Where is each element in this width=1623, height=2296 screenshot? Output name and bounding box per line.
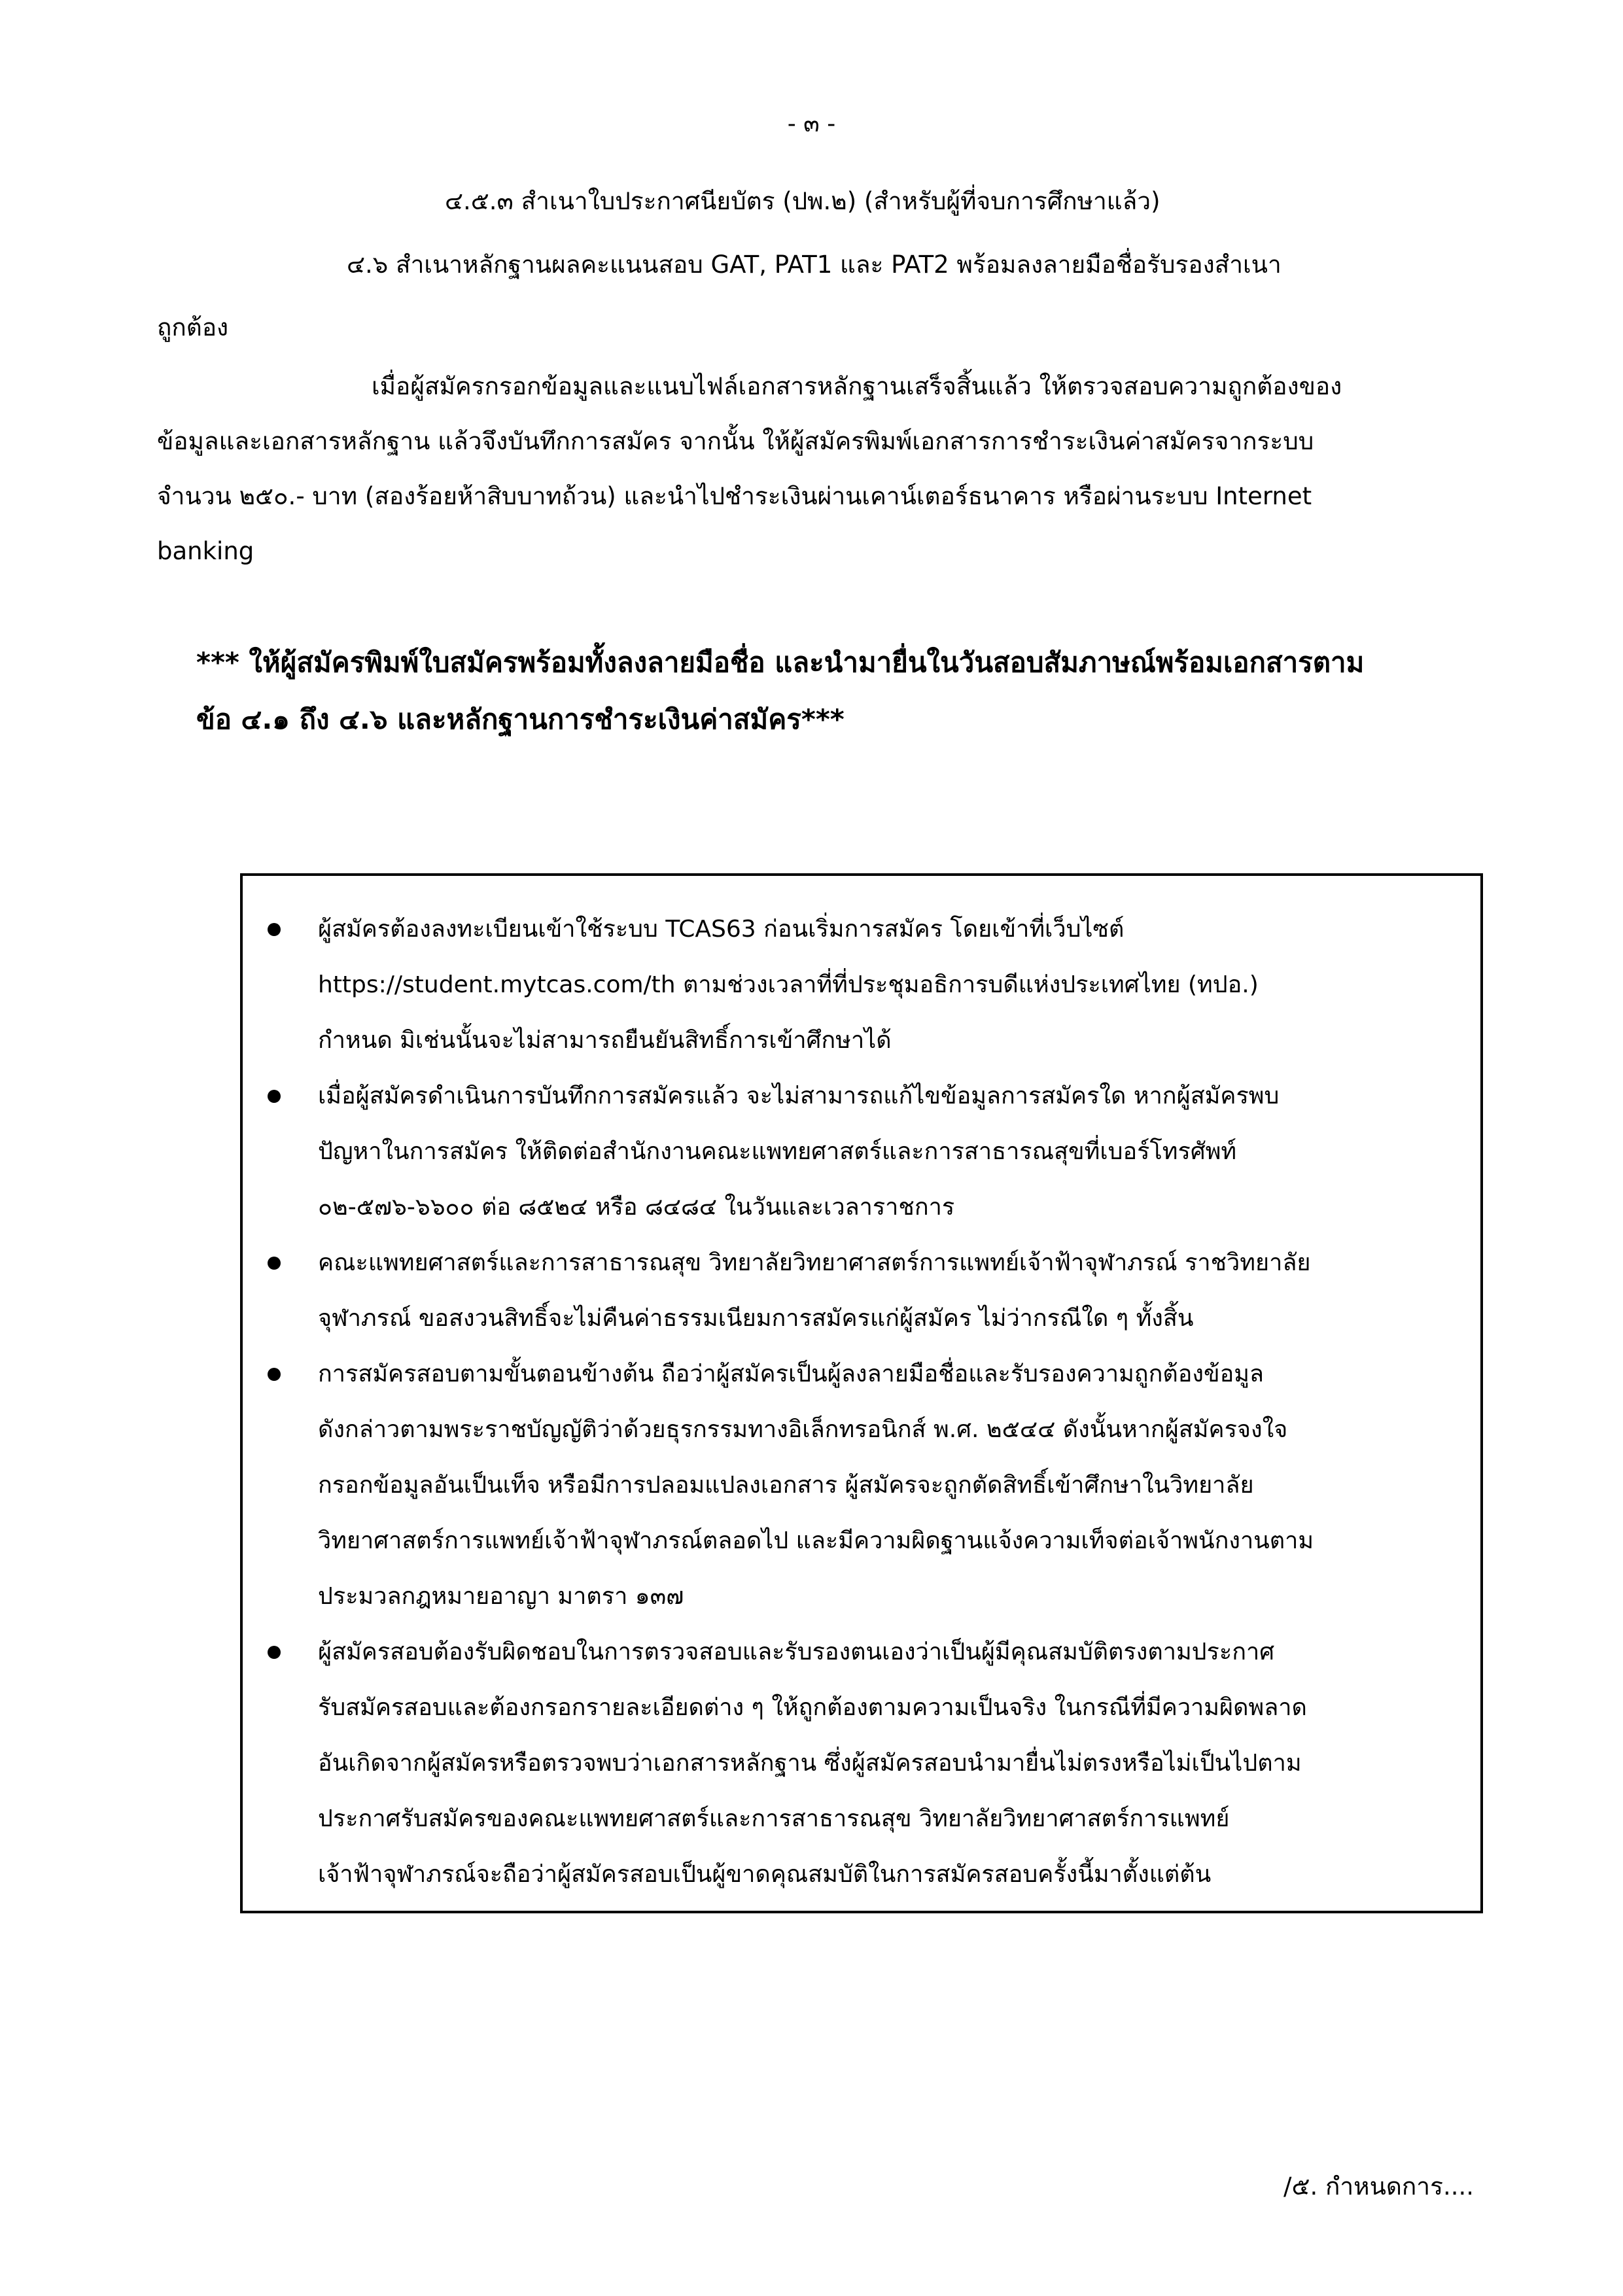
- notice-3-line-2: จุฬาภรณ์ ขอสงวนสิทธิ์จะไม่คืนค่าธรรมเนียมการสมัครแก่ผู้สมัคร ไม่ว่ากรณีใด ๆ ทั้งสิ้น: [318, 1305, 1194, 1332]
- item-4-6-line-1: ๔.๖ สำเนาหลักฐานผลคะแนนสอบ GAT, PAT1 และ PAT2 พร้อมลงลายมือชื่อรับรองสำเนา: [347, 251, 1282, 279]
- bullet-icon: [268, 1257, 281, 1270]
- notice-5-line-2: รับสมัครสอบและต้องกรอกรายละเอียดต่าง ๆ ให้ถูกต้องตามความเป็นจริง ในกรณีที่มีความผิดพลาด: [318, 1694, 1307, 1721]
- notice-1-line-3: กำหนด มิเช่นนั้นจะไม่สามารถยืนยันสิทธิ์การเข้าศึกษาได้: [318, 1027, 892, 1054]
- notice-4-line-5: ประมวลกฎหมายอาญา มาตรา ๑๓๗: [318, 1583, 684, 1610]
- bullet-icon: [268, 923, 281, 936]
- notice-2-line-2: ปัญหาในการสมัคร ให้ติดต่อสำนักงานคณะแพทยศาสตร์และการสาธารณสุขที่เบอร์โทรศัพท์: [318, 1138, 1237, 1165]
- notice-2-line-3: ๐๒-๕๗๖-๖๖๐๐ ต่อ ๘๕๒๔ หรือ ๘๔๘๔ ในวันและเวลาราชการ: [318, 1194, 955, 1221]
- notice-3-line-1: คณะแพทยศาสตร์และการสาธารณสุข วิทยาลัยวิทยาศาสตร์การแพทย์เจ้าฟ้าจุฬาภรณ์ ราชวิทยาลัย: [318, 1249, 1311, 1276]
- notice-box: [240, 873, 1483, 1913]
- page-number: - ๓ -: [787, 111, 836, 137]
- notice-4-line-1: การสมัครสอบตามขั้นตอนข้างต้น ถือว่าผู้สมัครเป็นผู้ลงลายมือชื่อและรับรองความถูกต้องข้อมูล: [318, 1361, 1264, 1387]
- paragraph-line-2: ข้อมูลและเอกสารหลักฐาน แล้วจึงบันทึกการสมัคร จากนั้น ให้ผู้สมัครพิมพ์เอกสารการชำระเงินค่าสมัครจากระบบ: [157, 427, 1314, 455]
- emphasis-line-2: ข้อ ๔.๑ ถึง ๔.๖ และหลักฐานการชำระเงินค่าสมัคร***: [196, 703, 845, 735]
- item-4-5-3: ๔.๕.๓ สำเนาใบประกาศนียบัตร (ปพ.๒) (สำหรับผู้ที่จบการศึกษาแล้ว): [445, 187, 1161, 215]
- notice-5-line-5: เจ้าฟ้าจุฬาภรณ์จะถือว่าผู้สมัครสอบเป็นผู้ขาดคุณสมบัติในการสมัครสอบครั้งนี้มาตั้งแต่ต้น: [318, 1861, 1212, 1888]
- paragraph-line-1: เมื่อผู้สมัครกรอกข้อมูลและแนบไฟล์เอกสารหลักฐานเสร็จสิ้นแล้ว ให้ตรวจสอบความถูกต้องของ: [372, 372, 1342, 400]
- bullet-icon: [268, 1090, 281, 1103]
- notice-1-line-1: ผู้สมัครต้องลงทะเบียนเข้าใช้ระบบ TCAS63 ก่อนเริ่มการสมัคร โดยเข้าที่เว็บไซต์: [318, 916, 1125, 943]
- next-page-reference: /๕. กำหนดการ....: [1283, 2172, 1474, 2200]
- notice-1-line-2: https://student.mytcas.com/th ตามช่วงเวลาที่ที่ประชุมอธิการบดีแห่งประเทศไทย (ทปอ.): [318, 971, 1259, 998]
- bullet-icon: [268, 1368, 281, 1381]
- notice-5-line-1: ผู้สมัครสอบต้องรับผิดชอบในการตรวจสอบและรับรองตนเองว่าเป็นผู้มีคุณสมบัติตรงตามประกาศ: [318, 1639, 1275, 1665]
- paragraph-line-3: จำนวน ๒๕๐.- บาท (สองร้อยห้าสิบบาทถ้วน) และนำไปชำระเงินผ่านเคาน์เตอร์ธนาคาร หรือผ่านระบบ Internet: [157, 482, 1312, 510]
- item-4-6-line-2: ถูกต้อง: [157, 313, 229, 341]
- notice-2-line-1: เมื่อผู้สมัครดำเนินการบันทึกการสมัครแล้ว จะไม่สามารถแก้ไขข้อมูลการสมัครใด หากผู้สมัครพบ: [318, 1083, 1280, 1109]
- notice-5-line-4: ประกาศรับสมัครของคณะแพทยศาสตร์และการสาธารณสุข วิทยาลัยวิทยาศาสตร์การแพทย์: [318, 1805, 1230, 1832]
- notice-4-line-2: ดังกล่าวตามพระราชบัญญัติว่าด้วยธุรกรรมทางอิเล็กทรอนิกส์ พ.ศ. ๒๕๔๔ ดังนั้นหากผู้สมัครจงใจ: [318, 1416, 1288, 1443]
- emphasis-line-1: *** ให้ผู้สมัครพิมพ์ใบสมัครพร้อมทั้งลงลายมือชื่อ และนำมายื่นในวันสอบสัมภาษณ์พร้อมเอกสารตาม: [196, 646, 1365, 678]
- notice-4-line-3: กรอกข้อมูลอันเป็นเท็จ หรือมีการปลอมแปลงเอกสาร ผู้สมัครจะถูกตัดสิทธิ์เข้าศึกษาในวิทยาลัย: [318, 1472, 1254, 1499]
- notice-5-line-3: อันเกิดจากผู้สมัครหรือตรวจพบว่าเอกสารหลักฐาน ซึ่งผู้สมัครสอบนำมายื่นไม่ตรงหรือไม่เป็นไปตาม: [318, 1750, 1302, 1777]
- bullet-icon: [268, 1646, 281, 1659]
- notice-4-line-4: วิทยาศาสตร์การแพทย์เจ้าฟ้าจุฬาภรณ์ตลอดไป และมีความผิดฐานแจ้งความเท็จต่อเจ้าพนักงานตาม: [318, 1527, 1314, 1554]
- paragraph-line-4: banking: [157, 537, 254, 565]
